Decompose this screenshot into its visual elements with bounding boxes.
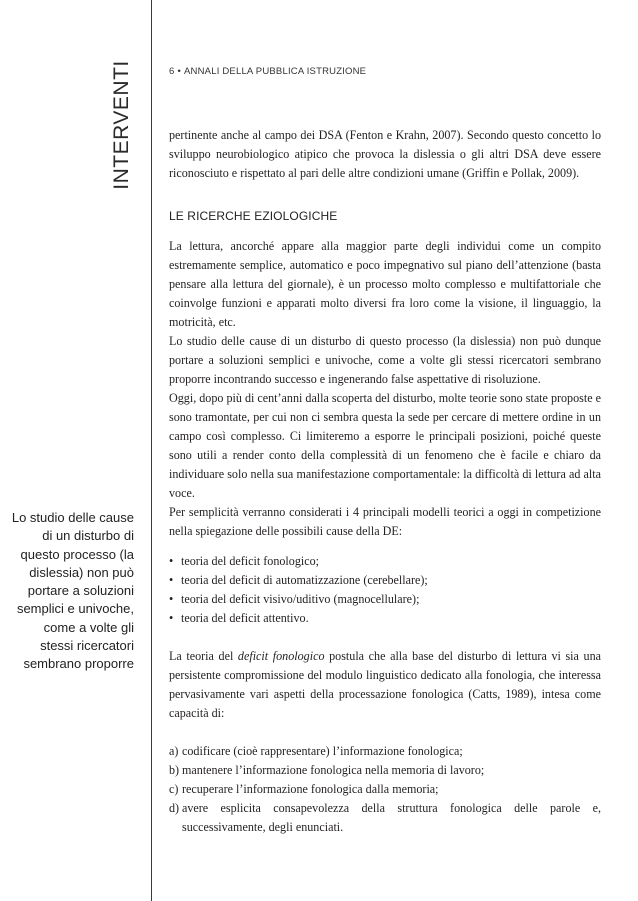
- paragraph-theories: Oggi, dopo più di cent’anni dalla scoperta del disturbo, molte teorie sono state proposte e sono tramontate, per cui non ci sembra questa la sede per cercare di mettere ordine in un campo così complesso. Ci limiteremo a esporre le principali posizioni, poiché queste sono utili a render conto della complessità di un fenomeno che è facile e chiaro da individuare solo nella sua manifestazione comportamentale: la difficoltà di lettura ad alta voce.: [169, 391, 601, 500]
- pull-quote: Lo studio delle cause di un disturbo di questo processo (la dislessia) non può portare a soluzioni semplici e univoche, come a volte gli stessi ricercatori sembrano proporre: [11, 510, 134, 672]
- list-item: d) avere esplicita consapevolezza della struttura fonologica delle parole e, successivamente, degli enunciati.: [169, 801, 601, 834]
- emphasis-term: deficit fonologico: [237, 649, 325, 663]
- list-item: b) mantenere l’informazione fonologica nella memoria di lavoro;: [169, 763, 485, 777]
- header-separator: •: [177, 66, 182, 77]
- capability-list: [169, 742, 601, 837]
- list-item: • teoria del deficit attentivo.: [169, 609, 601, 628]
- list-item: • teoria del deficit fonologico;: [169, 552, 601, 571]
- paragraph-causes: Lo studio delle cause di un disturbo di questo processo (la dislessia) non può dunque portare a soluzioni semplici e univoche, come a volte gli stessi ricercatori sembrano proporre incontrando successo e ingenerando false aspettative di risoluzione.: [169, 334, 601, 386]
- list-item: • teoria del deficit di automatizzazione (cerebellare);: [169, 571, 601, 590]
- journal-title: ANNALI DELLA PUBBLICA ISTRUZIONE: [184, 66, 367, 77]
- section-tag-label: INTERVENTI: [110, 60, 133, 190]
- running-header: [169, 66, 366, 77]
- section-tag: [106, 60, 138, 190]
- paragraph-phonological-deficit: La teoria del deficit fonologico postula che alla base del disturbo di lettura vi sia una persistente compromissione del modulo linguistico dedicato alla fonologia, che interessa pervasivamente vari aspetti della processazione fonologica (Catts, 1989), intesa come capacità di:: [169, 649, 601, 720]
- column-divider: [151, 0, 152, 901]
- list-item: c) recuperare l’informazione fonologica dalla memoria;: [169, 782, 439, 796]
- main-text-column: [169, 126, 601, 837]
- list-item: • teoria del deficit visivo/uditivo (magnocellulare);: [169, 590, 601, 609]
- paragraph-reading: La lettura, ancorché appare alla maggior parte degli individui come un compito estremamente semplice, automatico e poco impegnativo sul piano dell’attenzione (basta pensare alla lettura del giornale), è un processo molto complesso e multifattoriale che coinvolge funzioni e apparati molto diversi fra loro come la visione, il linguaggio, la motricità, etc.: [169, 239, 601, 329]
- paragraph-models: Per semplicità verranno considerati i 4 principali modelli teorici a oggi in competizione nella spiegazione delle possibili cause della DE:: [169, 505, 601, 538]
- section-heading: LE RICERCHE EZIOLOGICHE: [169, 209, 338, 223]
- theory-list: [169, 552, 601, 628]
- intro-paragraph: pertinente anche al campo dei DSA (Fenton e Krahn, 2007). Secondo questo concetto lo sviluppo neurobiologico atipico che provoca la dislessia o gli altri DSA deve essere riconosciuto e rispettato al pari delle altre condizioni umane (Griffin e Pollak, 2009).: [169, 128, 601, 180]
- page-number: 6: [169, 66, 175, 77]
- list-item: a) codificare (cioè rappresentare) l’informazione fonologica;: [169, 744, 463, 758]
